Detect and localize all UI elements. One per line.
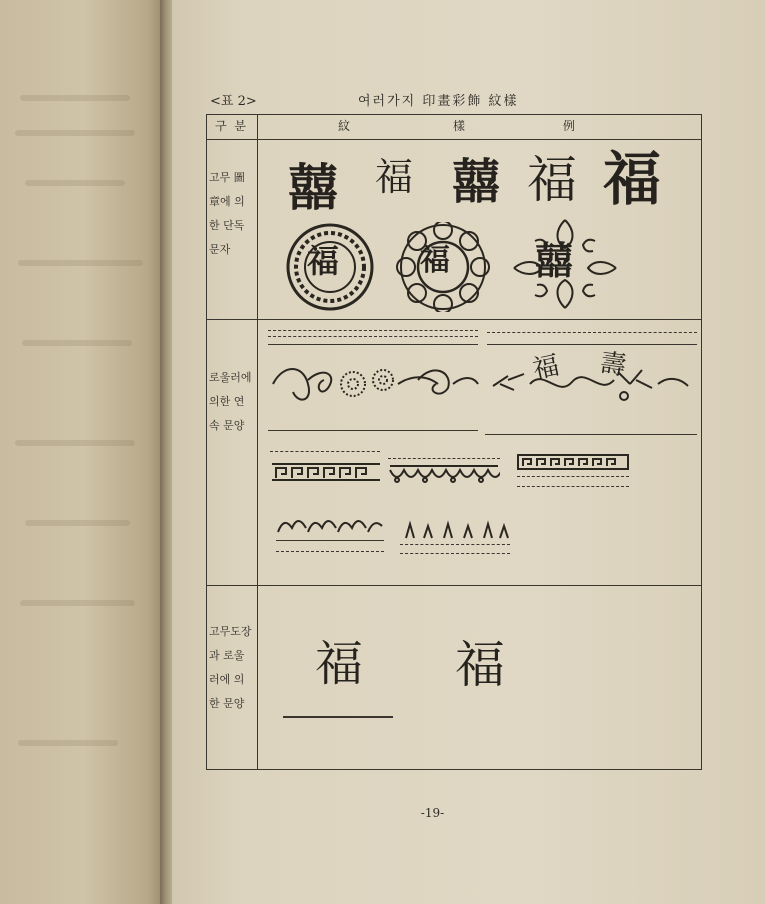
grass-border-line bbox=[400, 553, 510, 554]
leaf-border-line bbox=[276, 551, 384, 552]
bleed-text-line bbox=[22, 340, 132, 346]
table-header-divider bbox=[206, 139, 702, 140]
stamp-roller-glyph: 福 bbox=[315, 636, 364, 692]
header-category: 구 분 bbox=[215, 119, 248, 133]
bleed-text-line bbox=[20, 95, 130, 101]
fret-border-line bbox=[517, 476, 629, 477]
stamp-glyph: 福 bbox=[527, 151, 577, 209]
roller-border-line bbox=[487, 344, 697, 345]
roller-border-line bbox=[268, 336, 478, 337]
header-examples bbox=[258, 117, 702, 137]
leaf-border bbox=[274, 512, 386, 538]
round-seal-glyph: 囍 bbox=[535, 238, 574, 283]
grass-border bbox=[400, 518, 512, 542]
lace-border-line bbox=[388, 458, 500, 459]
bleed-text-line bbox=[25, 180, 125, 186]
stamp-roller-glyph: 福 bbox=[455, 636, 505, 694]
header-example-char: 例 bbox=[563, 119, 576, 133]
roller-border-line bbox=[268, 330, 478, 331]
bleed-text-line bbox=[15, 440, 135, 446]
greek-key-border bbox=[270, 460, 382, 484]
scallop-lace-border bbox=[388, 462, 500, 490]
grass-border-line bbox=[400, 544, 510, 545]
left-page bbox=[0, 0, 168, 904]
roller-border-line bbox=[485, 434, 697, 435]
script-glyph: 壽 bbox=[598, 348, 628, 382]
bleed-text-line bbox=[18, 260, 143, 266]
greek-key-band bbox=[517, 454, 629, 470]
row-label-stamp-roller: 고무도장 과 로울 러에 의 한 문양 bbox=[209, 625, 252, 710]
leaf-border-line bbox=[276, 540, 384, 541]
round-seal-glyph: 福 bbox=[307, 242, 340, 280]
table-row-divider bbox=[206, 319, 702, 320]
stamp-glyph: 福 bbox=[603, 145, 662, 213]
roller-underline bbox=[283, 716, 393, 718]
floral-vine-border bbox=[268, 350, 698, 414]
fret-border-line bbox=[517, 486, 629, 487]
stamp-glyph: 福 bbox=[375, 155, 414, 199]
stamp-glyph: 囍 bbox=[452, 154, 501, 210]
round-seal-glyph: 福 bbox=[420, 243, 450, 278]
table-column-divider bbox=[257, 114, 258, 770]
bleed-text-line bbox=[15, 130, 135, 136]
row-label-roller: 로울러에 의한 연 속 문양 bbox=[209, 371, 252, 432]
caption-title: 여러가지 印畫彩飾 紋樣 bbox=[358, 94, 519, 109]
roller-border-line bbox=[268, 430, 478, 431]
page-number: -19- bbox=[420, 806, 445, 820]
table-caption bbox=[210, 90, 700, 110]
bleed-text-line bbox=[18, 740, 118, 746]
fret-border-line bbox=[270, 451, 380, 452]
header-example-char: 樣 bbox=[453, 119, 466, 133]
bleed-text-line bbox=[25, 520, 130, 526]
caption-number: <표 2> bbox=[210, 94, 257, 109]
bleed-text-line bbox=[20, 600, 135, 606]
header-example-char: 紋 bbox=[338, 119, 351, 133]
table-row-divider bbox=[206, 585, 702, 586]
stamp-glyph: 囍 bbox=[288, 158, 338, 217]
row-label-stamp: 고무 圖 章에 의 한 단독 문자 bbox=[209, 171, 245, 256]
script-glyph: 福 bbox=[530, 350, 562, 386]
roller-border-line bbox=[268, 344, 478, 345]
roller-border-line bbox=[487, 332, 697, 333]
